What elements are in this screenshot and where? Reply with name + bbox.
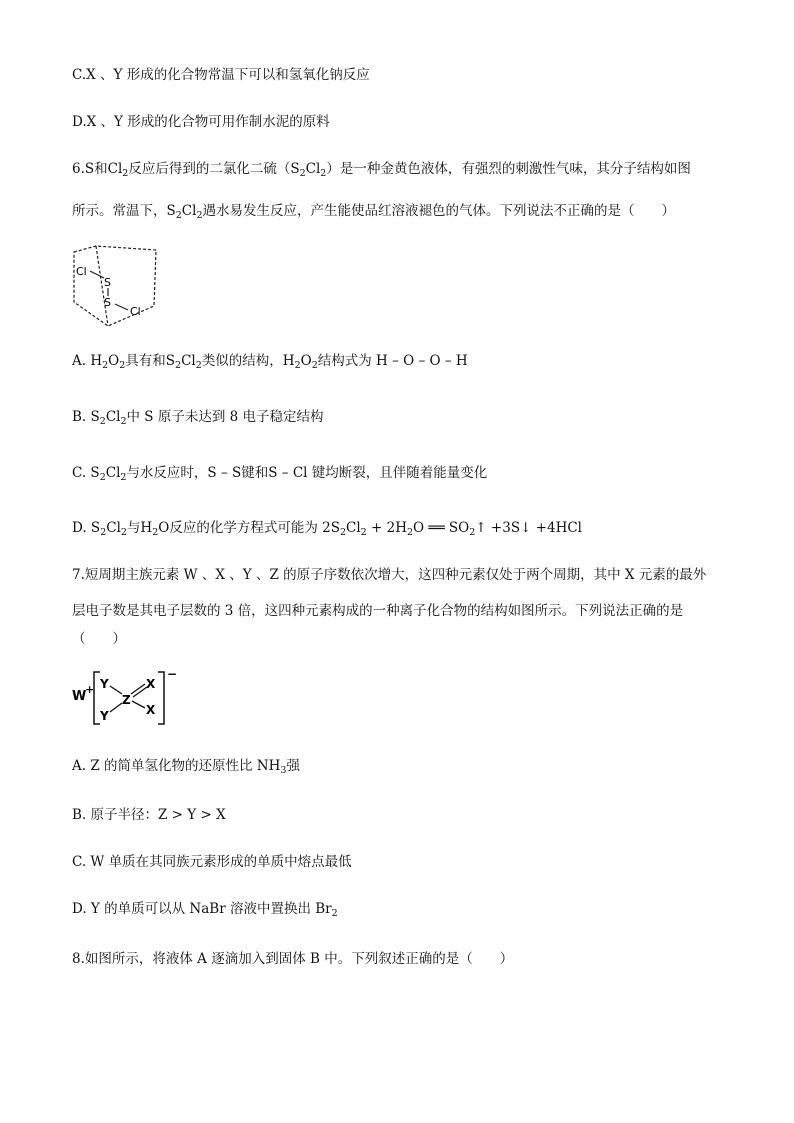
q6-option-a: A. $H_2O_2$具有和$S_2Cl_2$类似的结构，$H_2O_2$结构式为 H – O – O – H <box>72 353 468 371</box>
fig-x-bottom: X <box>146 703 156 717</box>
q5-option-d: D.X 、Y 形成的化合物可用作制水泥的原料 <box>72 114 330 130</box>
fig-minus: − <box>167 668 178 681</box>
fig-z: Z <box>122 693 131 707</box>
q6-option-c: C. $S_2Cl_2$与水反应时，S – S键和S – Cl 键均断裂，且伴随着能量变化 <box>72 465 488 483</box>
q7-stem-line1: 7.短周期主族元素 W 、X 、Y 、Z 的原子序数依次增大，这四种元素仅处于两个周期，其中 X 元素的最外 <box>72 567 707 583</box>
q6-option-b: B. $S_2Cl_2$中 S 原子未达到 8 电子稳定结构 <box>72 409 324 427</box>
q6-stem-line1: 6.S和$Cl_2$反应后得到的二氯化二硫$(S_2Cl_2)$是一种金黄色液体，有强烈的刺激性气味，其分子结构如图 <box>72 161 691 179</box>
s2cl2-structure-figure <box>68 244 168 334</box>
q6-option-d: D. $S_2Cl_2$与$H_2O$反应的化学方程式可能为 $2S_2Cl_2 + 2H_2O$ ══ $SO_2↑$ +3S↓ +4HCl <box>72 520 582 538</box>
fig-s-bottom: S <box>104 296 111 309</box>
ionic-compound-structure-figure <box>70 668 180 730</box>
fig-x-top: X <box>146 677 156 691</box>
fig-cl-left: Cl <box>76 265 87 278</box>
q7-stem-line3: （ ） <box>72 631 126 647</box>
q6-stem-line2: 所示。常温下，$S_2Cl_2$遇水易发生反应，产生能使品红溶液褪色的气体。下列说法不正确的是（ ） <box>72 203 675 221</box>
q7-option-d: D. Y 的单质可以从 NaBr 溶液中置换出 $Br_2$ <box>72 901 338 919</box>
fig-cl-right: Cl <box>130 305 141 318</box>
q5-option-c: C.X 、Y 形成的化合物常温下可以和氢氧化钠反应 <box>72 67 370 83</box>
fig-plus: + <box>85 683 95 696</box>
fig-y-bottom: Y <box>100 709 109 723</box>
q7-stem-line2: 层电子数是其电子层数的 3 倍，这四种元素构成的一种离子化合物的结构如图所示。下列说法正确的是 <box>72 603 684 619</box>
q7-option-c: C. W 单质在其同族元素形成的单质中熔点最低 <box>72 854 352 870</box>
q7-option-a: A. Z 的简单氢化物的还原性比 $NH_3$强 <box>72 758 300 776</box>
fig-s-top: S <box>104 276 111 289</box>
fig-w: W <box>72 689 87 704</box>
q7-option-b: B. 原子半径：Z > Y > X <box>72 807 226 823</box>
fig-y-top: Y <box>100 677 109 691</box>
q8-stem: 8.如图所示，将液体 A 逐滴加入到固体 B 中。下列叙述正确的是（ ） <box>72 951 514 967</box>
